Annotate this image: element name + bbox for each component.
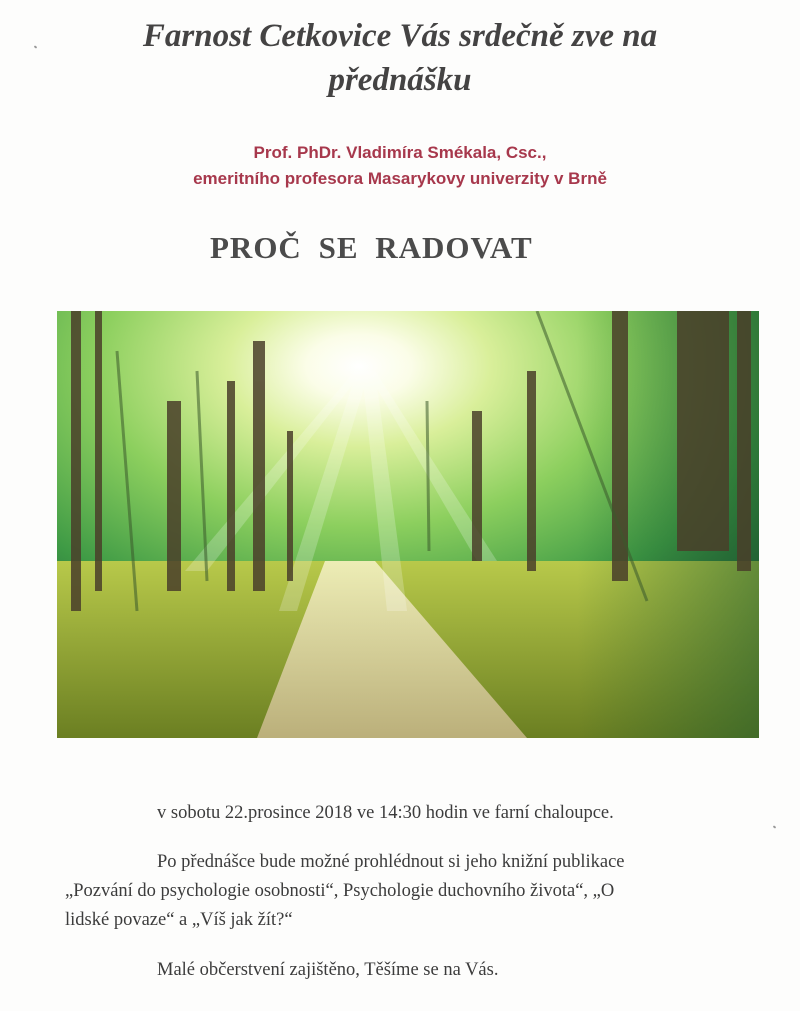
speaker-affiliation: emeritního profesora Masarykovy univerzity v Brně [193, 169, 607, 188]
event-date-text: v sobotu 22.prosince 2018 ve 14:30 hodin ve farní chaloupce. [157, 803, 614, 823]
closing-text: Malé občerstvení zajištěno, Těšíme se na Vás. [157, 960, 499, 980]
forest-photo [57, 311, 759, 738]
lecture-title: PROČ SE RADOVAT [210, 230, 533, 265]
publications-line-3: lidské povaze“ a „Víš jak žít?“ [65, 910, 293, 930]
publications-line-1: Po přednášce bude možné prohlédnout si jeho knižní publikace [157, 852, 625, 872]
headline-line-1: Farnost Cetkovice Vás srdečně zve na [142, 18, 658, 54]
publications-paragraph [65, 848, 735, 935]
publications-line-2: „Pozvání do psychologie osobnosti“, Psychologie duchovního života“, „O [65, 881, 615, 901]
forest-illustration [57, 311, 759, 738]
speaker-block [0, 140, 800, 192]
speaker-name: Prof. PhDr. Vladimíra Smékala, Csc., [253, 143, 547, 162]
scan-speck [773, 825, 777, 828]
invitation-headline [0, 14, 800, 102]
headline-line-2: přednášku [328, 62, 472, 98]
